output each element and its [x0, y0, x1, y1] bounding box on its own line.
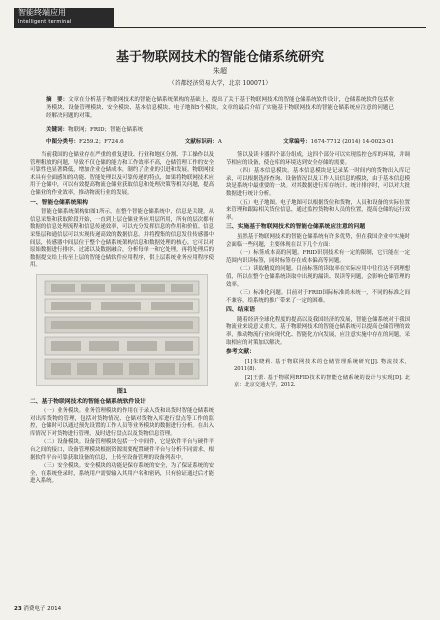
- paragraph: 虽然基于物联网技术的智能仓储系统有许多优势，但在我国企业中实施时会面临一些问题，主要体现在以下几个方面：: [226, 233, 410, 248]
- article-title: 基于物联网技术的智能仓储系统研究: [115, 50, 324, 65]
- paragraph: （五）电子地图。电子地图可以根据货位和货物，人员和设备的实际位置来管理和跟踪相关货位信息，通过监控货物和人员的位置，提高仓储的运行效率。: [226, 199, 410, 221]
- abstract-label: 摘 要：: [46, 97, 69, 103]
- paragraph: （一）业务模块。业务管理模块的作用在于录入货和出货时智能仓储系统对出库货物的管理，包括对货物情况、仓储对货物入库进行盘点等工作的监控，仓储时可以通过预先设置的工作人员等业务模块的数据进行分析。在出入库情况下对货物进行管理，及时进行盘点以及货物信息管理。: [30, 408, 214, 437]
- doc-code: 文献标识码：A: [184, 139, 222, 145]
- reference-item: [1]朱晓莉. 基于物联网技术的仓储管理系统研究[J]. 物流技术，2011(8).: [234, 358, 410, 373]
- page-number: 23: [14, 606, 22, 612]
- reference-item: [2]王蕾. 基于物联网RFID技术的智能仓储系统的设计与实现[D]. 北京：北京交通大学，2012.: [234, 374, 410, 389]
- paragraph: 签以及读卡器四个部分组成，这四个部分可以实现监控仓库的环境，并调节相应的设备，使仓库的环境达到安全存储的需要。: [226, 152, 410, 166]
- section-title: 智能终端应用: [18, 8, 66, 17]
- article-number: 文章编号：1674-7712 (2014) 14-0023-01: [283, 139, 394, 145]
- abstract-text: 文章在分析基于物联网技术的智能仓储系统架构的基础上，提出了关于基于物联网技术的智能仓储系统软件设计，仓储系统软件包括业务模块、设备管理模块、安全模块、基本信息模块、电子地图5个模块，文章的最后介绍了实施基于物联网技术的智能仓储系统应注意的问题已经解决问题的对策。: [46, 97, 394, 119]
- paragraph: （四）基本信息模块。基本信息模块是记录某一时间内的货物出入库记录，可以根据选择查询、设备情况以及工作人员信息的模块，由于基本信息模块是系统中最重要的一块。对其数据进行库存统计、统计排序时，可以对大批数据进行统计分析。: [226, 168, 410, 197]
- paragraph: （二）读取精度的问题。目前标签的读取率在实际应用中往往达不到理想值，所以在整个仓储系统读取中出现的漏读、误读等问题，会影响仓储管理的效率。: [226, 266, 410, 288]
- right-column: [226, 152, 410, 390]
- section-heading-2: 二、基于物联网技术的智能仓储系统软件设计: [30, 398, 146, 405]
- paragraph: （一）标签成本高的问题。FRID识别技术有一定的限制，它只能在一定范围内识读标签，同时标签存在成本偏高等问题。: [226, 250, 410, 264]
- architecture-diagram-image: [37, 275, 207, 385]
- paragraph: （二）设备模块。设备管理模块包括一个中间件，它是软件平台与硬件平台之间的接口，设备管理模块根据资源需要配置硬件平台与分析不同需求，根据软件平台可靠获取设备的信息，上传至设备管理的设备列表中。: [30, 439, 214, 461]
- paragraph: （三）安全模块。安全模块的功能是保存系统的安全，为了保证系统的安全，在系统登录时，系统用户需要输入其用户名和密码，只有验证通过后才能进入系统。: [30, 463, 214, 485]
- paragraph: （三）标准化问题。目前对于FRID国际标准尚未统一，不同的标准之间不兼容，给系统的推广带来了一定的困难。: [226, 290, 410, 304]
- figure-caption: 图1: [116, 387, 128, 395]
- keywords-text: 物联网；FRID；智能仓储系统: [68, 127, 144, 133]
- paragraph: 智能仓储系统架构如图1所示，在整个智能仓储系统中，信息是关键，从信息采集和获取阶段开始，一直到上层仓储业务应用层所用，所有的层次都有数据的信息处理流程和信息传递效率，可以充分发挥信息的作用和价值。信息采集层和通信层可以实现传递高效的数据信息。并将搜集的信息发往传感器中间层，传感器中间层位于整个仓储系统架构信息和数据处理的核心，它可以对原始数据进行排序、过滤以及数据融合，分析每单一和它处理，再将处理后的数据提交给上传至上层的智能仓储软件应用程序，供上层系统业务应用程序使用。: [30, 209, 214, 269]
- keywords: [46, 126, 394, 134]
- section-subtitle: Intelligent terminal: [18, 19, 72, 25]
- figure-1-architecture-diagram: [36, 274, 208, 386]
- keywords-label: 关键词：: [46, 127, 69, 133]
- article-affiliation: （首都经济贸易大学，北京 100071）: [168, 80, 272, 87]
- left-column: [30, 152, 214, 487]
- classification-line: [46, 138, 394, 146]
- page-footer: [14, 604, 426, 614]
- abstract: [46, 96, 394, 120]
- article-author: 朱超: [213, 67, 227, 75]
- intro-paragraph: 当前我国的仓储业存在严重的重复建设、行业和地区分割、手工操作以及管理粗放的问题，导致不仅仓储的能力和工作效率不高，仓储管理工作的安全可靠性也显著降低，增加企业仓储成本，制约了企业的引进和发展。物联网技术具有全面感知的功能、智能处理以及可靠传递的特点，如果将物联网技术应用于仓储中，可以有效提高物流仓储业获取信息和处理决策等相关问题，提高仓储业的作业效率，推动物流行业的发展。: [30, 152, 214, 196]
- section-heading-1: 一、智能仓储系统架构: [30, 199, 88, 206]
- section-heading-3: 三、实施基于物联网技术的智能仓储系统应注意的问题: [226, 224, 366, 231]
- running-header: [0, 0, 440, 30]
- paragraph: 随着经济全球化程度的提高以及我国经济的发展，智能仓储系统对于我国物流业来说意义重大。基于物联网技术的智能仓储系统可以提高仓储管理的效率，推动物流行业向现代化、智能化方向发展，应注意实施中存在的问题，采取相应的对策加以解决。: [226, 316, 410, 346]
- header-rule: [114, 27, 426, 28]
- cls-number: 中图分类号：F259.2；F724.6: [46, 139, 124, 145]
- section-heading-4: 四、结束语: [226, 307, 255, 314]
- references-heading: 参考文献：: [226, 349, 255, 356]
- journal-name: 消费电子 2014: [23, 606, 62, 612]
